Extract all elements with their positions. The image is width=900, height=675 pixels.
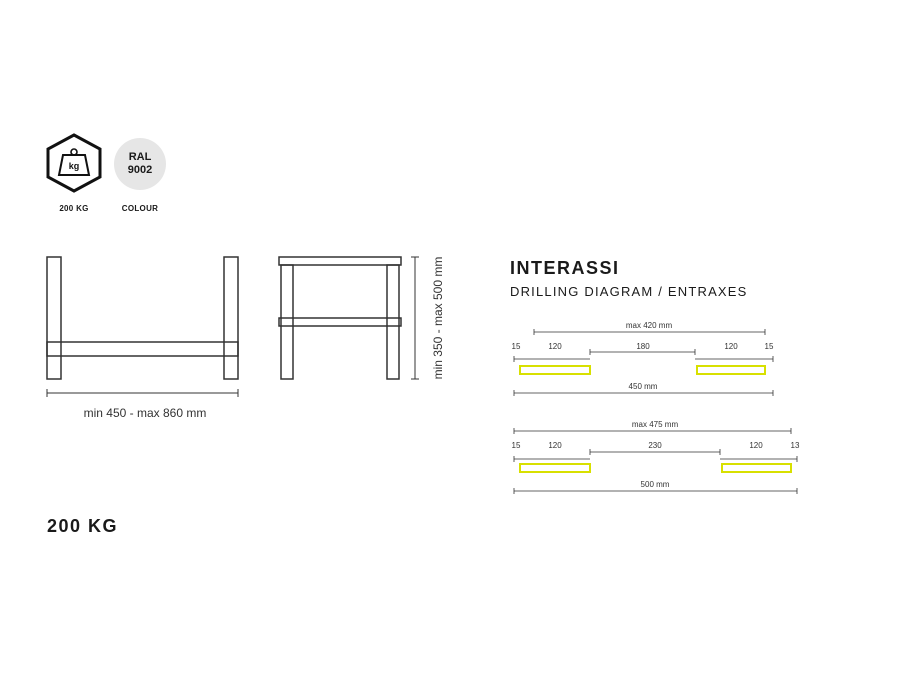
section-title: INTERASSI [510, 258, 620, 278]
side-middle-shelf [279, 318, 401, 326]
side-top-shelf [279, 257, 401, 265]
seg-right-1: 15 [764, 342, 774, 351]
max-label-1: max 420 mm [625, 321, 673, 330]
bracket-left-2 [520, 464, 590, 472]
kg-icon-text: kg [68, 161, 80, 171]
front-crossbar [47, 342, 238, 356]
load-capacity: 200 KG [47, 516, 119, 536]
weight-badge [44, 132, 104, 194]
front-right-leg [224, 257, 238, 379]
side-right-leg [387, 265, 399, 379]
seg-a-2: 120 [548, 441, 562, 450]
max-label-2: max 475 mm [631, 420, 679, 429]
seg-c-1: 120 [724, 342, 738, 351]
seg-a-1: 120 [548, 342, 562, 351]
section-subtitle: DRILLING DIAGRAM / ENTRAXES [510, 284, 748, 299]
front-width-dimension: min 450 - max 860 mm [83, 406, 207, 420]
ral-line2: 9002 [127, 164, 153, 176]
bracket-left-1 [520, 366, 590, 374]
seg-b-2: 230 [648, 441, 662, 450]
bracket-right-2 [722, 464, 791, 472]
drilling-diagram-1 [505, 315, 795, 400]
bracket-right-1 [697, 366, 765, 374]
side-view-drawing [272, 250, 422, 390]
seg-left-2: 15 [511, 441, 521, 450]
seg-b-1: 180 [636, 342, 650, 351]
front-view-drawing [40, 250, 250, 410]
seg-left-1: 15 [511, 342, 521, 351]
weight-hexagon-icon [44, 132, 104, 194]
total-1: 450 mm [628, 382, 658, 391]
side-left-leg [281, 265, 293, 379]
colour-badge-label: COLOUR [121, 204, 159, 213]
front-left-leg [47, 257, 61, 379]
ral-colour-badge [114, 138, 166, 190]
side-height-dimension: min 350 - max 500 mm [431, 256, 445, 380]
seg-right-2: 13 [790, 441, 800, 450]
drilling-diagram-2 [505, 415, 805, 500]
weight-badge-label: 200 KG [59, 204, 89, 213]
ral-line1: RAL [128, 151, 152, 163]
seg-c-2: 120 [749, 441, 763, 450]
total-2: 500 mm [640, 480, 670, 489]
